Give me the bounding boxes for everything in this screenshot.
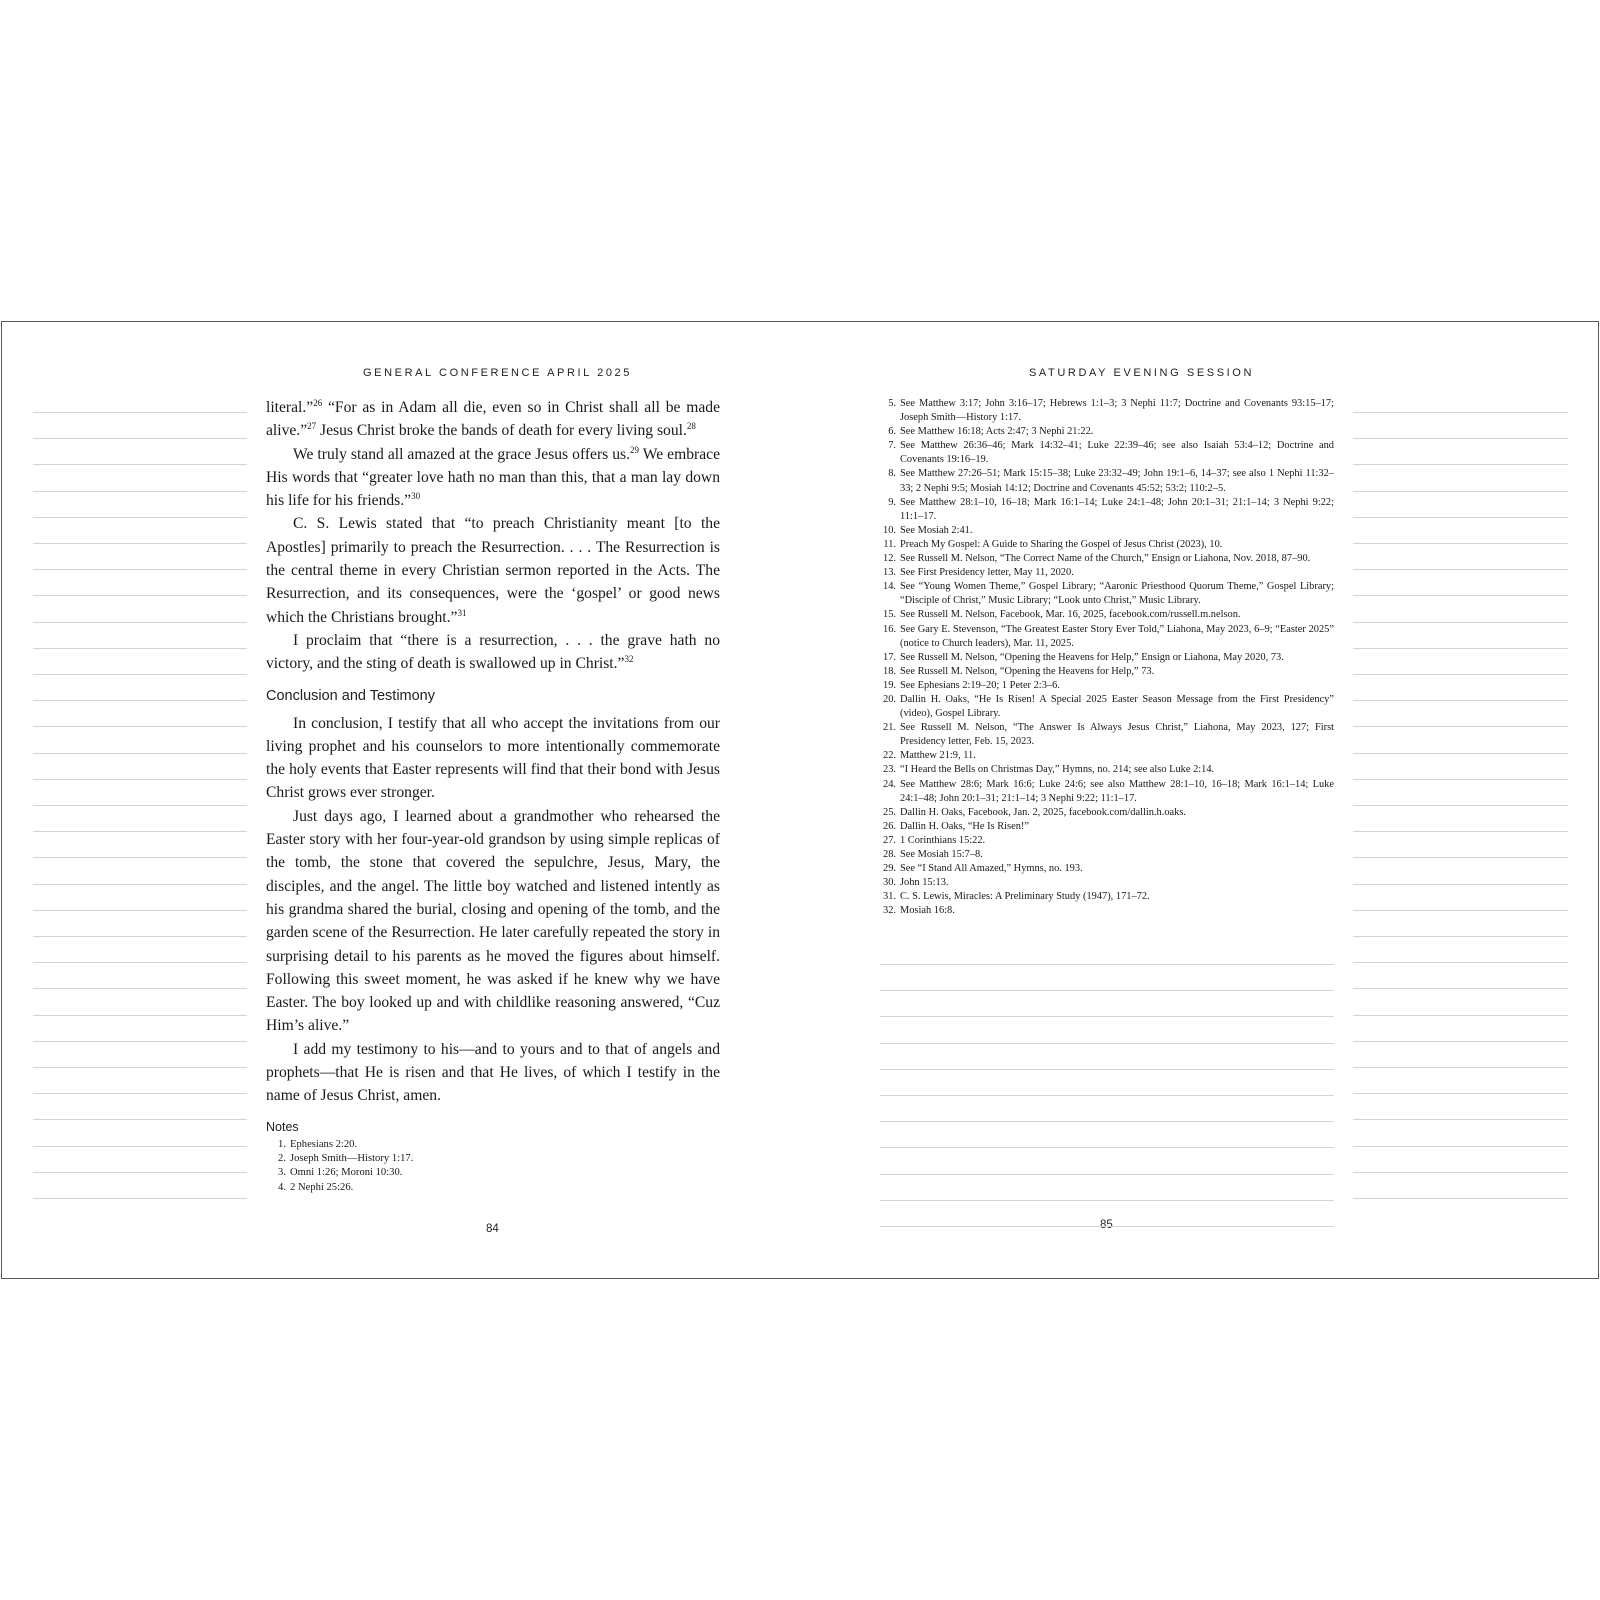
note-rule-line [33, 988, 247, 989]
note-rule-line [1353, 910, 1568, 911]
note-item [870, 904, 1334, 918]
note-rule-line [33, 543, 247, 544]
note-rule-line [1353, 674, 1568, 675]
note-rule-line [880, 1200, 1334, 1201]
note-rule-line [1353, 962, 1568, 963]
note-number: 17. [883, 651, 896, 663]
left-page-text [266, 396, 720, 1195]
note-text: See Matthew 16:18; Acts 2:47; 3 Nephi 21:22. [900, 426, 1094, 438]
note-text: See First Presidency letter, May 11, 2020. [900, 567, 1074, 579]
note-number: 32. [883, 905, 896, 917]
note-item [870, 552, 1334, 566]
footnote-ref[interactable]: 26 [313, 397, 323, 408]
note-number: 2. [278, 1152, 286, 1164]
note-item [870, 749, 1334, 763]
note-number: 30. [883, 877, 896, 889]
note-text: See “Young Women Theme,” Gospel Library; “Aaronic Priesthood Quorum Theme,” Gospel Library; “Disciple of Christ,” Music Library; “Look unto Christ,” Music Library. [900, 581, 1334, 607]
note-item [870, 580, 1334, 608]
note-text: See Ephesians 2:19–20; 1 Peter 2:3–6. [900, 679, 1060, 691]
note-rule-line [1353, 1067, 1568, 1068]
note-item [870, 806, 1334, 820]
note-text: Omni 1:26; Moroni 10:30. [290, 1167, 403, 1179]
note-rule-line [33, 595, 247, 596]
note-rule-line [1353, 936, 1568, 937]
note-rule-line [880, 1069, 1334, 1070]
note-text: 1 Corinthians 15:22. [900, 834, 986, 846]
note-rule-line [33, 962, 247, 963]
body-paragraph [266, 629, 720, 676]
note-number: 19. [883, 679, 896, 691]
endnotes-list [870, 397, 1334, 918]
note-text: C. S. Lewis, Miracles: A Preliminary Study (1947), 171–72. [900, 891, 1150, 903]
note-rule-line [33, 1198, 247, 1199]
note-rule-line [1353, 622, 1568, 623]
note-rule-line [33, 753, 247, 754]
body-paragraph [266, 512, 720, 628]
note-item [266, 1166, 720, 1180]
paragraph-text: We embrace His words that “greater love hath no man than this, that a man lay down his life for his friends.” [266, 445, 720, 510]
note-number: 29. [883, 863, 896, 875]
note-number: 3. [278, 1167, 286, 1179]
note-rule-line [1353, 726, 1568, 727]
note-text: See Matthew 28:6; Mark 16:6; Luke 24:6; see also Matthew 28:1–10, 16–18; Mark 16:1–14; Luke 24:1–48; John 20:1–31; 21:1–14; 3 Nephi 9:22; 11:1–17. [900, 778, 1334, 804]
note-number: 23. [883, 764, 896, 776]
note-rule-line [880, 1095, 1334, 1096]
note-item [870, 721, 1334, 749]
note-rule-line [880, 1174, 1334, 1175]
body-paragraph [266, 396, 720, 443]
note-text: See Mosiah 15:7–8. [900, 849, 983, 860]
note-number: 7. [888, 440, 896, 452]
note-rule-line [33, 805, 247, 806]
note-text: Ephesians 2:20. [290, 1138, 358, 1150]
note-rule-line [1353, 700, 1568, 701]
conclusion-paragraph: I add my testimony to his—and to yours and to that of angels and prophets—that He is risen and that He lives, of which I testify in the name of Jesus Christ, amen. [266, 1040, 720, 1105]
note-rule-line [1353, 1172, 1568, 1173]
note-item [870, 538, 1334, 552]
note-number: 10. [883, 524, 896, 536]
note-rule-line [33, 464, 247, 465]
note-rule-line [33, 910, 247, 911]
note-text: See Matthew 28:1–10, 16–18; Mark 16:1–14; Luke 24:1–48; John 20:1–31; 21:1–14; 3 Nephi 9:22; 11:1–17. [900, 496, 1334, 522]
note-rule-line [33, 412, 247, 413]
note-number: 5. [888, 398, 896, 409]
note-text: See Russell M. Nelson, Facebook, Mar. 16, 2025, facebook.com/russell.m.nelson. [900, 609, 1241, 621]
note-rule-line [880, 990, 1334, 991]
note-number: 18. [883, 665, 896, 677]
note-rule-line [33, 700, 247, 701]
note-rule-line [1353, 517, 1568, 518]
note-number: 20. [883, 693, 896, 705]
note-item [870, 425, 1334, 439]
paragraph-text: Jesus Christ broke the bands of death for every living soul. [316, 422, 687, 440]
note-rule-line [33, 1041, 247, 1042]
note-rule-line [1353, 988, 1568, 989]
note-text: See Mosiah 2:41. [900, 524, 973, 536]
note-rule-line [33, 1146, 247, 1147]
note-rule-line [1353, 1119, 1568, 1120]
note-item [870, 890, 1334, 904]
note-text: See Russell M. Nelson, “The Answer Is Always Jesus Christ,” Liahona, May 2023, 127; First Presidency letter, Feb. 15, 2023. [900, 722, 1334, 748]
note-number: 6. [888, 426, 896, 438]
note-text: Dallin H. Oaks, “He Is Risen!” [900, 820, 1029, 832]
note-number: 1. [278, 1138, 286, 1150]
paragraph-text: “For as in Adam all die, even so in Christ shall all be made alive.” [266, 399, 720, 440]
note-rule-line [1353, 1146, 1568, 1147]
note-text: Mosiah 16:8. [900, 905, 955, 917]
note-rule-line [33, 857, 247, 858]
conclusion-paragraph: Just days ago, I learned about a grandmother who rehearsed the Easter story with her four-year-old grandson by using simple replicas of the tomb, the stone that covered the sepulchre, Jesus, Mary, the disciples, and the angel. The little boy watched and listened intently as his grandma shared the burial, closing and opening of the tomb, and the garden scene of the Resurrection. He later carefully repeated the story in surprising detail to his parents as he moved the figures about himself. Following this sweet moment, he was asked if he knew why we have Easter. The boy looked up and with childlike reasoning answered, “Cuz Him’s alive.” [266, 807, 720, 1035]
note-number: 26. [883, 820, 896, 832]
paragraph-text: We truly stand all amazed at the grace Jesus offers us. [293, 445, 631, 463]
note-rule-line [1353, 464, 1568, 465]
note-item [870, 566, 1334, 580]
note-item [870, 524, 1334, 538]
note-number: 14. [883, 581, 896, 593]
note-number: 9. [888, 496, 896, 508]
note-rule-line [1353, 805, 1568, 806]
footnote-ref[interactable]: 27 [307, 421, 317, 432]
note-item [870, 778, 1334, 806]
note-number: 13. [883, 567, 896, 579]
right-page-notes [870, 397, 1334, 918]
note-rule-line [880, 1147, 1334, 1148]
conclusion-paragraphs [266, 712, 720, 1108]
note-item [870, 439, 1334, 467]
note-number: 25. [883, 806, 896, 818]
note-item [870, 679, 1334, 693]
note-text: Joseph Smith—History 1:17. [290, 1152, 414, 1164]
note-item [870, 623, 1334, 651]
note-item [870, 651, 1334, 665]
note-item [266, 1138, 720, 1152]
note-text: See Russell M. Nelson, “Opening the Heavens for Help,” Ensign or Liahona, May 2020, 73. [900, 651, 1284, 663]
note-rule-line [1353, 779, 1568, 780]
note-number: 11. [883, 538, 896, 550]
note-item [870, 665, 1334, 679]
note-item [870, 608, 1334, 622]
note-text: Dallin H. Oaks, “He Is Risen! A Special 2025 Easter Season Message from the First Presidency” (video), Gospel Library. [900, 693, 1334, 720]
note-rule-line [1353, 595, 1568, 596]
body-paragraph [266, 443, 720, 513]
note-text: Dallin H. Oaks, Facebook, Jan. 2, 2025, facebook.com/dallin.h.oaks. [900, 806, 1186, 818]
body-paragraphs [266, 396, 720, 676]
note-item [870, 397, 1334, 425]
note-number: 15. [883, 609, 896, 621]
notes-list [266, 1138, 720, 1195]
note-rule-line [1353, 543, 1568, 544]
note-rule-line [880, 1121, 1334, 1122]
note-rule-line [33, 674, 247, 675]
note-rule-line [880, 964, 1334, 965]
note-item [870, 820, 1334, 834]
note-rule-line [33, 517, 247, 518]
note-number: 12. [883, 553, 896, 565]
note-rule-line [1353, 831, 1568, 832]
footnote-ref[interactable]: 30 [411, 491, 421, 501]
note-rule-line [1353, 648, 1568, 649]
note-text: John 15:13. [900, 877, 949, 889]
note-rule-line [880, 1016, 1334, 1017]
note-rule-line [33, 1172, 247, 1173]
note-rule-line [33, 491, 247, 492]
note-item [266, 1152, 720, 1166]
note-rule-line [33, 726, 247, 727]
note-item [870, 693, 1334, 721]
paragraph-text: I proclaim that “there is a resurrection, . . . the grave hath no victory, and the sting of death is swallowed up in Christ.” [266, 631, 720, 673]
note-rule-line [1353, 569, 1568, 570]
notes-heading: Notes [266, 1119, 299, 1134]
conclusion-paragraph: In conclusion, I testify that all who accept the invitations from our living prophet and his counselors to more intentionally commemorate the holy events that Easter represents will find that their bond with Jesus Christ grows ever stronger. [266, 714, 720, 802]
note-rule-line [1353, 884, 1568, 885]
note-number: 21. [883, 722, 896, 734]
note-text: Preach My Gospel: A Guide to Sharing the Gospel of Jesus Christ (2023), 10. [900, 538, 1223, 550]
note-rule-line [33, 779, 247, 780]
note-rule-line [1353, 1015, 1568, 1016]
note-item [870, 763, 1334, 777]
note-rule-line [1353, 491, 1568, 492]
note-rule-line [1353, 857, 1568, 858]
paragraph-text: literal.” [266, 399, 314, 416]
note-number: 22. [883, 750, 896, 762]
note-text: See Russell M. Nelson, “Opening the Heavens for Help,” 73. [900, 665, 1155, 677]
note-number: 4. [278, 1181, 286, 1193]
note-rule-line [33, 1015, 247, 1016]
note-rule-line [33, 569, 247, 570]
note-rule-line [880, 1043, 1334, 1044]
note-number: 8. [888, 468, 896, 480]
note-rule-line [33, 648, 247, 649]
note-text: Matthew 21:9, 11. [900, 750, 976, 762]
note-rule-line [880, 1226, 1334, 1227]
note-rule-line [33, 1119, 247, 1120]
note-number: 28. [883, 849, 896, 860]
note-rule-line [33, 884, 247, 885]
note-rule-line [1353, 412, 1568, 413]
note-text: See Matthew 27:26–51; Mark 15:15–38; Luke 23:32–49; John 19:1–6, 14–37; see also 1 Nephi 11:32–33; 2 Nephi 9:5; Mosiah 14:12; Doctrine and Covenants 45:52; 53:2; 110:2–5. [900, 468, 1334, 494]
footnote-ref[interactable]: 32 [624, 654, 634, 665]
note-text: See “I Stand All Amazed,” Hymns, no. 193. [900, 863, 1083, 875]
note-number: 24. [883, 778, 896, 790]
footnote-ref[interactable]: 31 [457, 607, 467, 618]
note-rule-line [1353, 1041, 1568, 1042]
note-rule-line [33, 1067, 247, 1068]
paragraph-text: C. S. Lewis stated that “to preach Christianity meant [to the Apostles] primarily to preach the Resurrection. . . . The Resurrection is the central theme in every Christian sermon reported in the Acts. The Resurrection, and its consequences, were the ‘gospel’ or good news which the Christians brought.” [266, 515, 720, 626]
note-rule-line [33, 831, 247, 832]
note-text: “I Heard the Bells on Christmas Day,” Hymns, no. 214; see also Luke 2:14. [900, 764, 1215, 776]
note-rule-line [33, 936, 247, 937]
note-item [870, 467, 1334, 495]
note-rule-line [1353, 1198, 1568, 1199]
note-rule-line [1353, 438, 1568, 439]
note-item [870, 862, 1334, 876]
note-item [870, 496, 1334, 524]
page-number-right: 85 [1100, 1219, 1113, 1231]
footnote-ref[interactable]: 29 [630, 444, 640, 455]
note-number: 16. [883, 623, 896, 635]
page-number-left: 84 [486, 1223, 499, 1235]
note-rule-line [33, 438, 247, 439]
note-rule-line [1353, 1093, 1568, 1094]
note-item [870, 848, 1334, 862]
note-number: 27. [883, 834, 896, 846]
note-item [266, 1181, 720, 1195]
note-text: See Gary E. Stevenson, “The Greatest Easter Story Ever Told,” Liahona, May 2023, 6–9; “Easter 2025” (notice to Church leaders), Mar. 11, 2025. [900, 623, 1334, 649]
note-item [870, 834, 1334, 848]
note-number: 31. [883, 891, 896, 903]
note-text: 2 Nephi 25:26. [290, 1181, 354, 1193]
note-item [870, 876, 1334, 890]
note-rule-line [33, 622, 247, 623]
note-text: See Russell M. Nelson, “The Correct Name of the Church,” Ensign or Liahona, Nov. 2018, 87–90. [900, 553, 1311, 565]
right-running-head: SATURDAY EVENING SESSION [1029, 367, 1254, 379]
note-rule-line [1353, 753, 1568, 754]
note-rule-line [33, 1093, 247, 1094]
section-heading: Conclusion and Testimony [266, 687, 435, 704]
note-text: See Matthew 26:36–46; Mark 14:32–41; Luke 22:39–46; see also Isaiah 53:4–12; Doctrine and Covenants 19:16–19. [900, 440, 1334, 466]
note-text: See Matthew 3:17; John 3:16–17; Hebrews 1:1–3; 3 Nephi 11:7; Doctrine and Covenants 93:15–17; Joseph Smith—History 1:17. [900, 398, 1334, 424]
footnote-ref[interactable]: 28 [686, 421, 696, 432]
left-running-head: GENERAL CONFERENCE APRIL 2025 [363, 367, 632, 379]
